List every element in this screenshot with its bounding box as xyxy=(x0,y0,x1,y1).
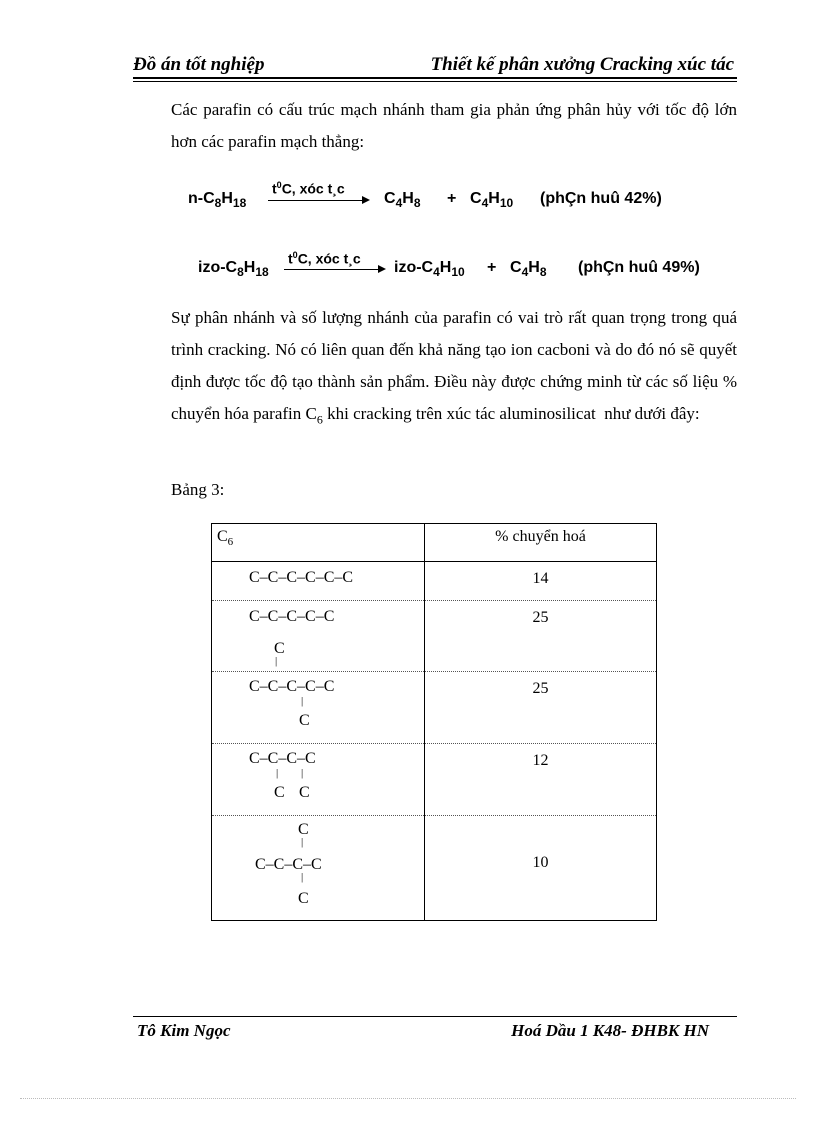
reaction-1-condition: $t^0C$, xóc t¸c xyxy=(272,180,345,197)
table-row xyxy=(212,672,657,744)
reaction-2-product1: izo-$C_4H_{10}$ xyxy=(394,259,465,279)
structure-cell: C | C–C–C–C | C xyxy=(212,816,425,921)
table-row xyxy=(212,562,657,601)
reaction-1-product2: $C_4H_{10}$ xyxy=(470,190,514,210)
header-rule xyxy=(133,77,737,79)
table-row xyxy=(212,816,657,921)
table-header-conversion: % chuyển hoá xyxy=(425,524,657,562)
header-left-title: Đồ án tốt nghiệp xyxy=(133,54,265,75)
value-text: 25 xyxy=(532,609,549,626)
value-cell xyxy=(425,562,657,601)
table-row xyxy=(212,601,657,672)
value-cell xyxy=(425,744,657,816)
structure-cell: C–C–C–C | | C C xyxy=(212,744,425,816)
value-cell xyxy=(425,601,657,672)
page-footer xyxy=(133,1016,737,1046)
reaction-1-arrow xyxy=(268,200,368,201)
reaction-1-plus: + xyxy=(447,190,457,207)
footer-class: Hoá Dầu 1 K48- ĐHBK HN xyxy=(511,1021,709,1040)
reaction-1-product1: $C_4H_8$ xyxy=(384,190,421,210)
reaction-2-plus: + xyxy=(487,259,497,276)
footer-author: Tô Kim Ngọc xyxy=(137,1021,231,1040)
table-caption: Bảng 3: xyxy=(171,480,225,499)
table-header-row xyxy=(212,524,657,562)
page-header xyxy=(133,50,737,80)
value-text: 12 xyxy=(532,752,549,769)
structure-hexane: C–C–C–C–C–C xyxy=(249,569,354,586)
conversion-table xyxy=(211,523,657,921)
body-paragraph-text: Sự phân nhánh và số lượng nhánh của parafin có vai trò rất quan trọng trong quá trình cracking. Nó có liên quan đến khả năng tạo ion cacboni và do đó nó sẽ quyết định được tốc độ tạo thành sản phẩm. Điều này được chứng minh từ các số liệu % chuyển hóa parafin $C_6$ khi cracking trên xúc tác aluminosilicat như dưới đây: xyxy=(171,308,737,427)
header-rule-thin xyxy=(133,81,737,82)
table-row xyxy=(212,744,657,816)
value-text: 14 xyxy=(532,570,549,587)
reaction-1-note: (phÇn huû 42%) xyxy=(540,190,662,207)
reaction-2-arrow xyxy=(284,269,384,270)
value-cell xyxy=(425,672,657,744)
structure-cell xyxy=(212,562,425,601)
structure-cell: C–C–C–C–C C | xyxy=(212,601,425,672)
header-right-title: Thiết kế phân xưởng Cracking xúc tác xyxy=(430,54,734,75)
value-text: 25 xyxy=(532,680,549,697)
intro-paragraph-text: Các parafin có cấu trúc mạch nhánh tham gia phản ứng phân hủy với tốc độ lớn hơn các parafin mạch thẳng: xyxy=(171,100,737,151)
body-paragraph xyxy=(133,302,737,435)
reaction-2-product2: $C_4H_8$ xyxy=(510,259,547,279)
table-header-c6: $C_6$ xyxy=(212,524,425,562)
reaction-2-note: (phÇn huû 49%) xyxy=(578,259,700,276)
value-cell xyxy=(425,816,657,921)
structure-cell: C–C–C–C–C | C xyxy=(212,672,425,744)
footer-rule xyxy=(133,1016,737,1017)
page-bottom-dotted-line xyxy=(20,1098,796,1099)
value-text: 10 xyxy=(532,854,549,871)
reaction-1-reactant: $n-C_8H_{18}$ xyxy=(188,190,247,210)
reaction-2-condition: $t^0C$, xóc t¸c xyxy=(288,250,361,267)
intro-paragraph xyxy=(133,94,737,158)
reaction-2-reactant: izo-$C_8H_{18}$ xyxy=(198,259,269,279)
